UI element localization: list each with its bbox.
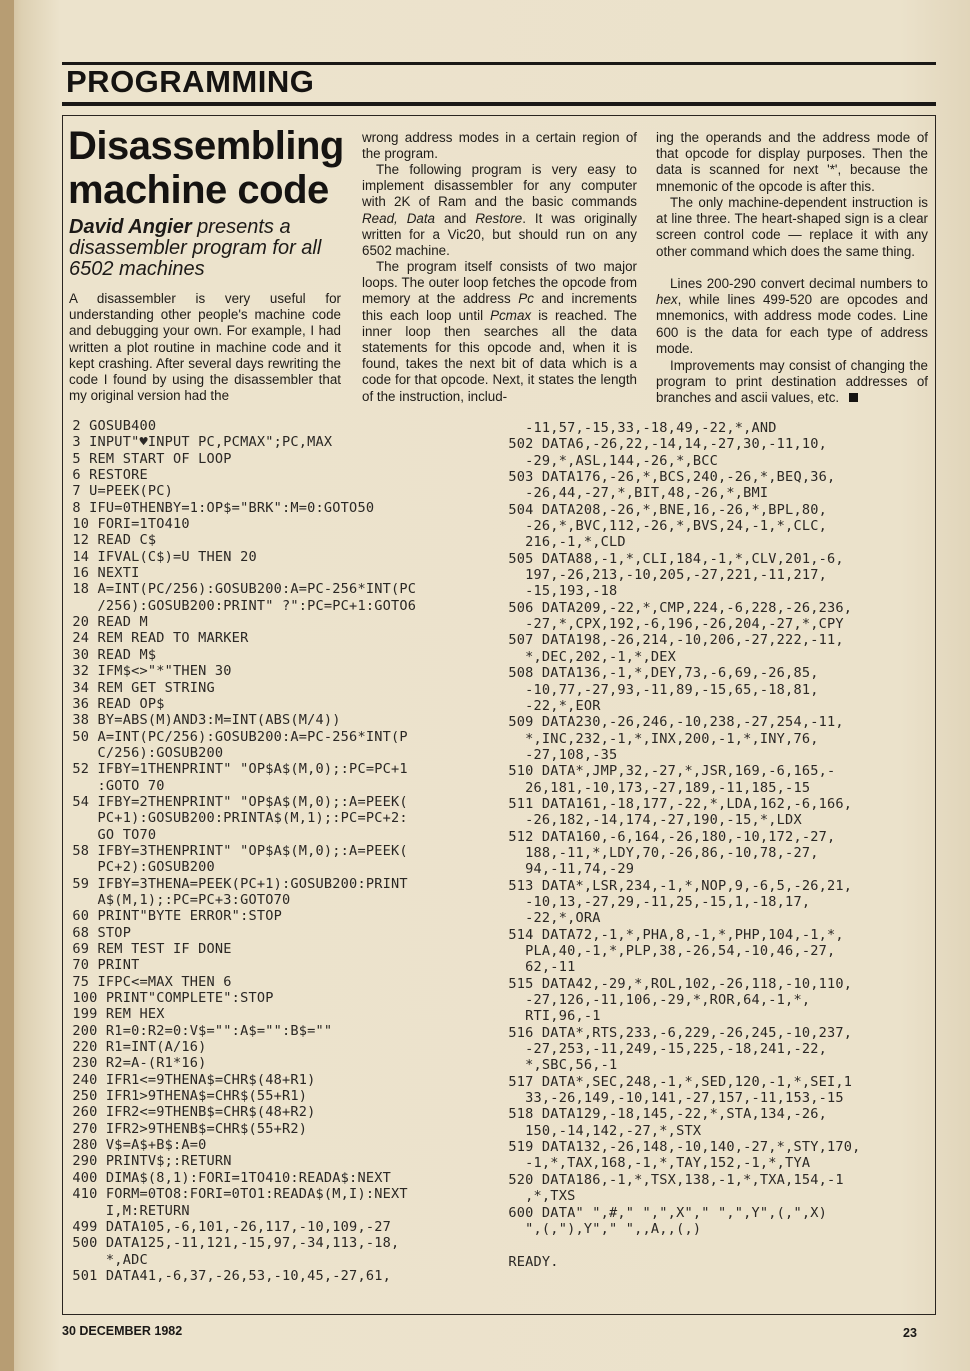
col2-p3-text-c: is reached. The inner loop then searches all the data statements for this opcode and, when it is found, takes the next bit of data which is a code for that opcode. Next, it states the length of the instruction, includ- bbox=[362, 307, 637, 404]
code-line: 270 IFR2>9THENB$=CHR$(55+R2) bbox=[64, 1120, 308, 1137]
page-spine-shadow bbox=[0, 0, 14, 1371]
code-line: 33,-26,149,-10,141,-27,157,-11,153,-15 bbox=[500, 1090, 844, 1107]
footer-date: 30 DECEMBER 1982 bbox=[62, 1324, 183, 1338]
code-line: 7 U=PEEK(PC) bbox=[64, 483, 173, 500]
code-line: 10 FORI=1TO410 bbox=[64, 516, 190, 533]
title-line-1: Disassembling bbox=[68, 124, 344, 168]
code-line: *,ADC bbox=[64, 1251, 148, 1268]
code-line: :GOTO 70 bbox=[64, 777, 165, 794]
col2-paragraph-3 bbox=[362, 259, 637, 405]
col2-p3-text-b: and increments this each loop until bbox=[362, 291, 637, 323]
code-line: PLA,40,-1,*,PLP,38,-26,54,-10,46,-27, bbox=[500, 943, 836, 959]
code-line: 32 IFM$<>"*"THEN 30 bbox=[64, 663, 232, 680]
code-line: I,M:RETURN bbox=[64, 1202, 190, 1219]
code-line: *,INC,232,-1,*,INX,200,-1,*,INY,76, bbox=[500, 730, 819, 747]
col3-p3-text-b: , while lines 499-520 are opcodes and mnemonics, with address mode codes. Line 600 is the data for each type of address mode. bbox=[656, 292, 928, 356]
code-line: 519 DATA132,-26,148,-10,140,-27,*,STY,170, bbox=[500, 1139, 861, 1156]
code-line: 6 RESTORE bbox=[64, 467, 148, 484]
code-line: 3 INPUT"♥INPUT PC,PCMAX";PC,MAX bbox=[64, 434, 333, 451]
col1-paragraph-1: A disassembler is very useful for understanding other people's machine code and debugging your own. For example, I had written a plot routine in machine code and it kept crashing. After several days rewriting the code I found by using the disassembler that my original version had the bbox=[69, 291, 341, 404]
code-line: PC+1):GOSUB200:PRINTA$(M,1);:PC=PC+2: bbox=[64, 810, 408, 827]
code-line: 24 REM READ TO MARKER bbox=[64, 630, 249, 647]
code-line: 59 IFBY=3THENA=PEEK(PC+1):GOSUB200:PRINT bbox=[64, 875, 408, 892]
code-line: 100 PRINT"COMPLETE":STOP bbox=[64, 990, 274, 1007]
code-line: 14 IFVAL(C$)=U THEN 20 bbox=[64, 548, 257, 565]
code-line: 505 DATA88,-1,*,CLI,184,-1,*,CLV,201,-6, bbox=[500, 550, 844, 567]
code-line: 520 DATA186,-1,*,TSX,138,-1,*,TXA,154,-1 bbox=[500, 1171, 844, 1188]
code-line: 94,-11,74,-29 bbox=[500, 861, 635, 878]
section-heading: PROGRAMMING bbox=[66, 64, 315, 99]
code-line: 69 REM TEST IF DONE bbox=[64, 941, 232, 957]
code-line: 26,181,-10,173,-27,189,-11,185,-15 bbox=[500, 779, 811, 796]
code-line: -26,44,-27,*,BIT,48,-26,*,BMI bbox=[500, 485, 769, 502]
byline-author: David Angier bbox=[69, 216, 192, 238]
code-line: 290 PRINTV$;:RETURN bbox=[64, 1153, 232, 1170]
code-line: 34 REM GET STRING bbox=[64, 679, 215, 696]
page-number: 23 bbox=[903, 1326, 917, 1340]
code-line: 16 NEXTI bbox=[64, 565, 140, 582]
code-line: 38 BY=ABS(M)AND3:M=INT(ABS(M/4)) bbox=[64, 712, 341, 729]
code-line: -10,13,-27,29,-11,25,-15,1,-18,17, bbox=[500, 893, 811, 910]
code-line: 5 REM START OF LOOP bbox=[64, 450, 232, 467]
code-line: ,*,TXS bbox=[500, 1188, 576, 1205]
code-line: 508 DATA136,-1,*,DEY,73,-6,69,-26,85, bbox=[500, 665, 819, 682]
code-line: 517 DATA*,SEC,248,-1,*,SED,120,-1,*,SEI,1 bbox=[500, 1073, 853, 1090]
code-line: 188,-11,*,LDY,70,-26,86,-10,78,-27, bbox=[500, 844, 819, 861]
code-line: 512 DATA160,-6,164,-26,180,-10,172,-27, bbox=[500, 828, 836, 845]
code-line: 511 DATA161,-18,177,-22,*,LDA,162,-6,166, bbox=[500, 795, 853, 812]
col3-p3-text-a: Lines 200-290 convert decimal numbers to bbox=[670, 276, 928, 291]
code-line: 501 DATA41,-6,37,-26,53,-10,45,-27,61, bbox=[64, 1267, 391, 1284]
code-line: 509 DATA230,-26,246,-10,238,-27,254,-11, bbox=[500, 714, 844, 731]
code-line: 200 R1=0:R2=0:V$="":A$="":B$="" bbox=[64, 1022, 333, 1039]
code-line: 150,-14,142,-27,*,STX bbox=[500, 1122, 702, 1139]
header-bottom-rule bbox=[62, 102, 936, 106]
code-line: 400 DIMA$(8,1):FORI=1TO410:READA$:NEXT bbox=[64, 1169, 391, 1186]
end-of-article-mark bbox=[849, 393, 858, 402]
code-line: 503 DATA176,-26,*,BCS,240,-26,*,BEQ,36, bbox=[500, 469, 836, 486]
col2-paragraph-2 bbox=[362, 162, 637, 259]
code-line: 70 PRINT bbox=[64, 957, 140, 974]
code-line: 36 READ OP$ bbox=[64, 695, 165, 712]
code-line: 50 A=INT(PC/256):GOSUB200:A=PC-256*INT(P bbox=[64, 728, 408, 745]
code-line: -11,57,-15,33,-18,49,-22,*,AND bbox=[500, 420, 777, 436]
code-line: 2 GOSUB400 bbox=[64, 418, 157, 434]
code-line: -27,126,-11,106,-29,*,ROR,64,-1,*, bbox=[500, 992, 811, 1009]
code-line: 507 DATA198,-26,214,-10,206,-27,222,-11, bbox=[500, 632, 844, 649]
code-line: 514 DATA72,-1,*,PHA,8,-1,*,PHP,104,-1,*, bbox=[500, 926, 844, 943]
code-line: -10,77,-27,93,-11,89,-15,65,-18,81, bbox=[500, 681, 819, 698]
code-line: 197,-26,213,-10,205,-27,221,-11,217, bbox=[500, 567, 827, 584]
col3-p3-hex: hex bbox=[656, 292, 678, 308]
code-line: -15,193,-18 bbox=[500, 583, 618, 600]
basic-listing-left bbox=[64, 418, 416, 1284]
code-line: -27,108,-35 bbox=[500, 746, 618, 763]
code-line: 515 DATA42,-29,*,ROL,102,-26,118,-10,110, bbox=[500, 975, 853, 992]
code-line: 68 STOP bbox=[64, 924, 132, 941]
code-line: -27,253,-11,249,-15,225,-18,241,-22, bbox=[500, 1041, 827, 1058]
code-line: 280 V$=A$+B$:A=0 bbox=[64, 1137, 207, 1154]
code-line: /256):GOSUB200:PRINT" ?":PC=PC+1:GOTO6 bbox=[64, 597, 417, 614]
code-line: 506 DATA209,-22,*,CMP,224,-6,228,-26,236, bbox=[500, 599, 853, 616]
code-line: 20 READ M bbox=[64, 614, 148, 631]
code-line: 260 IFR2<=9THENB$=CHR$(48+R2) bbox=[64, 1104, 316, 1121]
col3-p4-text: Improvements may consist of changing the program to print destination addresses of branches and ascii values, etc. bbox=[656, 358, 928, 406]
code-line: 8 IFU=0THENBY=1:OP$="BRK":M=0:GOTO50 bbox=[64, 499, 375, 516]
code-line: 30 READ M$ bbox=[64, 646, 157, 663]
code-line: 250 IFR1>9THENA$=CHR$(55+R1) bbox=[64, 1088, 308, 1105]
code-line: 220 R1=INT(A/16) bbox=[64, 1039, 207, 1056]
code-line bbox=[500, 1237, 861, 1253]
basic-listing-right bbox=[500, 420, 861, 1270]
code-line: 62,-11 bbox=[500, 959, 576, 976]
code-line: 510 DATA*,JMP,32,-27,*,JSR,169,-6,165,- bbox=[500, 763, 836, 780]
code-line: 54 IFBY=2THENPRINT" "OP$A$(M,0);:A=PEEK( bbox=[64, 793, 408, 810]
code-line: RTI,96,-1 bbox=[500, 1008, 601, 1025]
code-line: 199 REM HEX bbox=[64, 1006, 165, 1023]
byline bbox=[69, 217, 354, 280]
code-line: READY. bbox=[500, 1253, 559, 1270]
code-line: 216,-1,*,CLD bbox=[500, 534, 626, 551]
col2-p2-and: and bbox=[435, 210, 476, 226]
code-line: -29,*,ASL,144,-26,*,BCC bbox=[500, 452, 718, 469]
code-line: -1,*,TAX,168,-1,*,TAY,152,-1,*,TYA bbox=[500, 1155, 811, 1172]
code-line: *,SBC,56,-1 bbox=[500, 1057, 618, 1074]
code-line: ",(,"),Y"," ",,A,,(,) bbox=[500, 1220, 702, 1237]
code-line: -26,182,-14,174,-27,190,-15,*,LDX bbox=[500, 812, 802, 829]
code-line: GO TO70 bbox=[64, 826, 157, 843]
col2-paragraph-1: wrong address modes in a certain region of the program. bbox=[362, 130, 637, 162]
title-line-2: machine code bbox=[68, 168, 329, 212]
code-line: 499 DATA105,-6,101,-26,117,-10,109,-27 bbox=[64, 1218, 391, 1235]
code-line: 12 READ C$ bbox=[64, 532, 157, 549]
code-line: 504 DATA208,-26,*,BNE,16,-26,*,BPL,80, bbox=[500, 501, 827, 518]
code-line: *,DEC,202,-1,*,DEX bbox=[500, 648, 677, 665]
col3-paragraph-1: ing the operands and the address mode of that opcode for display purposes. Then the data is scanned for next '*', because the mnemonic of the opcode is after this. bbox=[656, 130, 928, 194]
col2-p2-restore: Restore bbox=[475, 210, 523, 226]
code-line: PC+2):GOSUB200 bbox=[64, 859, 215, 876]
code-line: 75 IFPC<=MAX THEN 6 bbox=[64, 973, 232, 990]
code-line: 502 DATA6,-26,22,-14,14,-27,30,-11,10, bbox=[500, 436, 827, 453]
col2-p3-text-a: The program itself consists of two major loops. The outer loop fetches the opcode from memory at the address bbox=[362, 259, 637, 307]
byline-text: presents a disassembler program for all 6502 machines bbox=[69, 216, 322, 280]
code-line: 600 DATA" ",#," ",",X"," ",",Y",(,",X) bbox=[500, 1204, 827, 1221]
code-line: 52 IFBY=1THENPRINT" "OP$A$(M,0);:PC=PC+1 bbox=[64, 761, 408, 778]
code-line: -22,*,ORA bbox=[500, 910, 601, 927]
col2-p2-read-data: Read, Data bbox=[362, 210, 436, 226]
code-line: 240 IFR1<=9THENA$=CHR$(48+R1) bbox=[64, 1071, 316, 1088]
code-line: -27,*,CPX,192,-6,196,-26,204,-27,*,CPY bbox=[500, 616, 844, 633]
code-line: 500 DATA125,-11,121,-15,97,-34,113,-18, bbox=[64, 1235, 400, 1252]
code-line: 518 DATA129,-18,145,-22,*,STA,134,-26, bbox=[500, 1106, 827, 1123]
col2-p2-text-a: The following program is very easy to implement disassembler for any computer with 2K of Ram and the basic commands bbox=[362, 162, 637, 210]
code-line: 60 PRINT"BYTE ERROR":STOP bbox=[64, 908, 282, 925]
code-line: 58 IFBY=3THENPRINT" "OP$A$(M,0);:A=PEEK( bbox=[64, 842, 408, 859]
code-line: -26,*,BVC,112,-26,*,BVS,24,-1,*,CLC, bbox=[500, 518, 827, 535]
code-line: 410 FORM=0TO8:FORI=0TO1:READA$(M,I):NEXT bbox=[64, 1186, 408, 1203]
code-line: 516 DATA*,RTS,233,-6,229,-26,245,-10,237, bbox=[500, 1024, 853, 1041]
col2-p2-text-b: . It was originally written for a Vic20, but should run on any 6502 machine. bbox=[362, 210, 637, 259]
col3-paragraph-4 bbox=[656, 358, 928, 407]
code-line: 230 R2=A-(R1*16) bbox=[64, 1055, 207, 1072]
col3-paragraph-3 bbox=[656, 276, 928, 357]
col2-p3-pcmax: Pcmax bbox=[490, 307, 532, 323]
article-title bbox=[68, 124, 353, 212]
code-line: A$(M,1);:PC=PC+3:GOTO70 bbox=[64, 891, 291, 908]
code-line: 18 A=INT(PC/256):GOSUB200:A=PC-256*INT(PC bbox=[64, 581, 417, 598]
code-line: -22,*,EOR bbox=[500, 697, 601, 714]
code-line: C/256):GOSUB200 bbox=[64, 744, 224, 761]
col2-p3-pc: Pc bbox=[518, 291, 534, 307]
col3-paragraph-2: The only machine-dependent instruction is at line three. The heart-shaped sign is a clear screen control code — replace it with any other command which does the same thing. bbox=[656, 195, 928, 259]
code-line: 513 DATA*,LSR,234,-1,*,NOP,9,-6,5,-26,21, bbox=[500, 877, 853, 894]
